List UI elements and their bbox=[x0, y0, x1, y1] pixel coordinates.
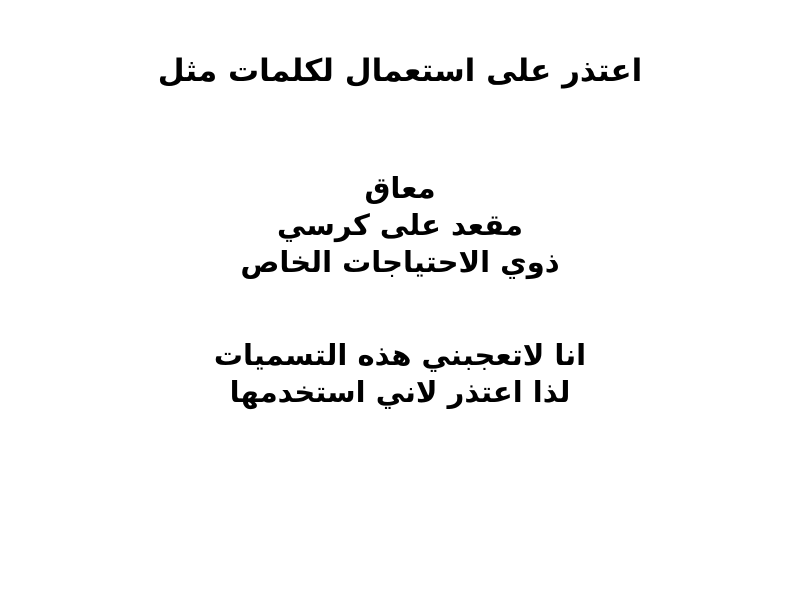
slide-heading: اعتذر على استعمال لكلمات مثل bbox=[157, 53, 643, 89]
term-item-3: ذوي الاحتياجات الخاص bbox=[240, 244, 560, 279]
closing-line-1: انا لاتعجبني هذه التسميات bbox=[213, 338, 587, 372]
closing-line-2: لذا اعتذر لاني استخدمها bbox=[229, 375, 571, 410]
term-item-2: مقعد على كرسي bbox=[277, 207, 523, 242]
term-item-1: معاق bbox=[364, 170, 436, 205]
